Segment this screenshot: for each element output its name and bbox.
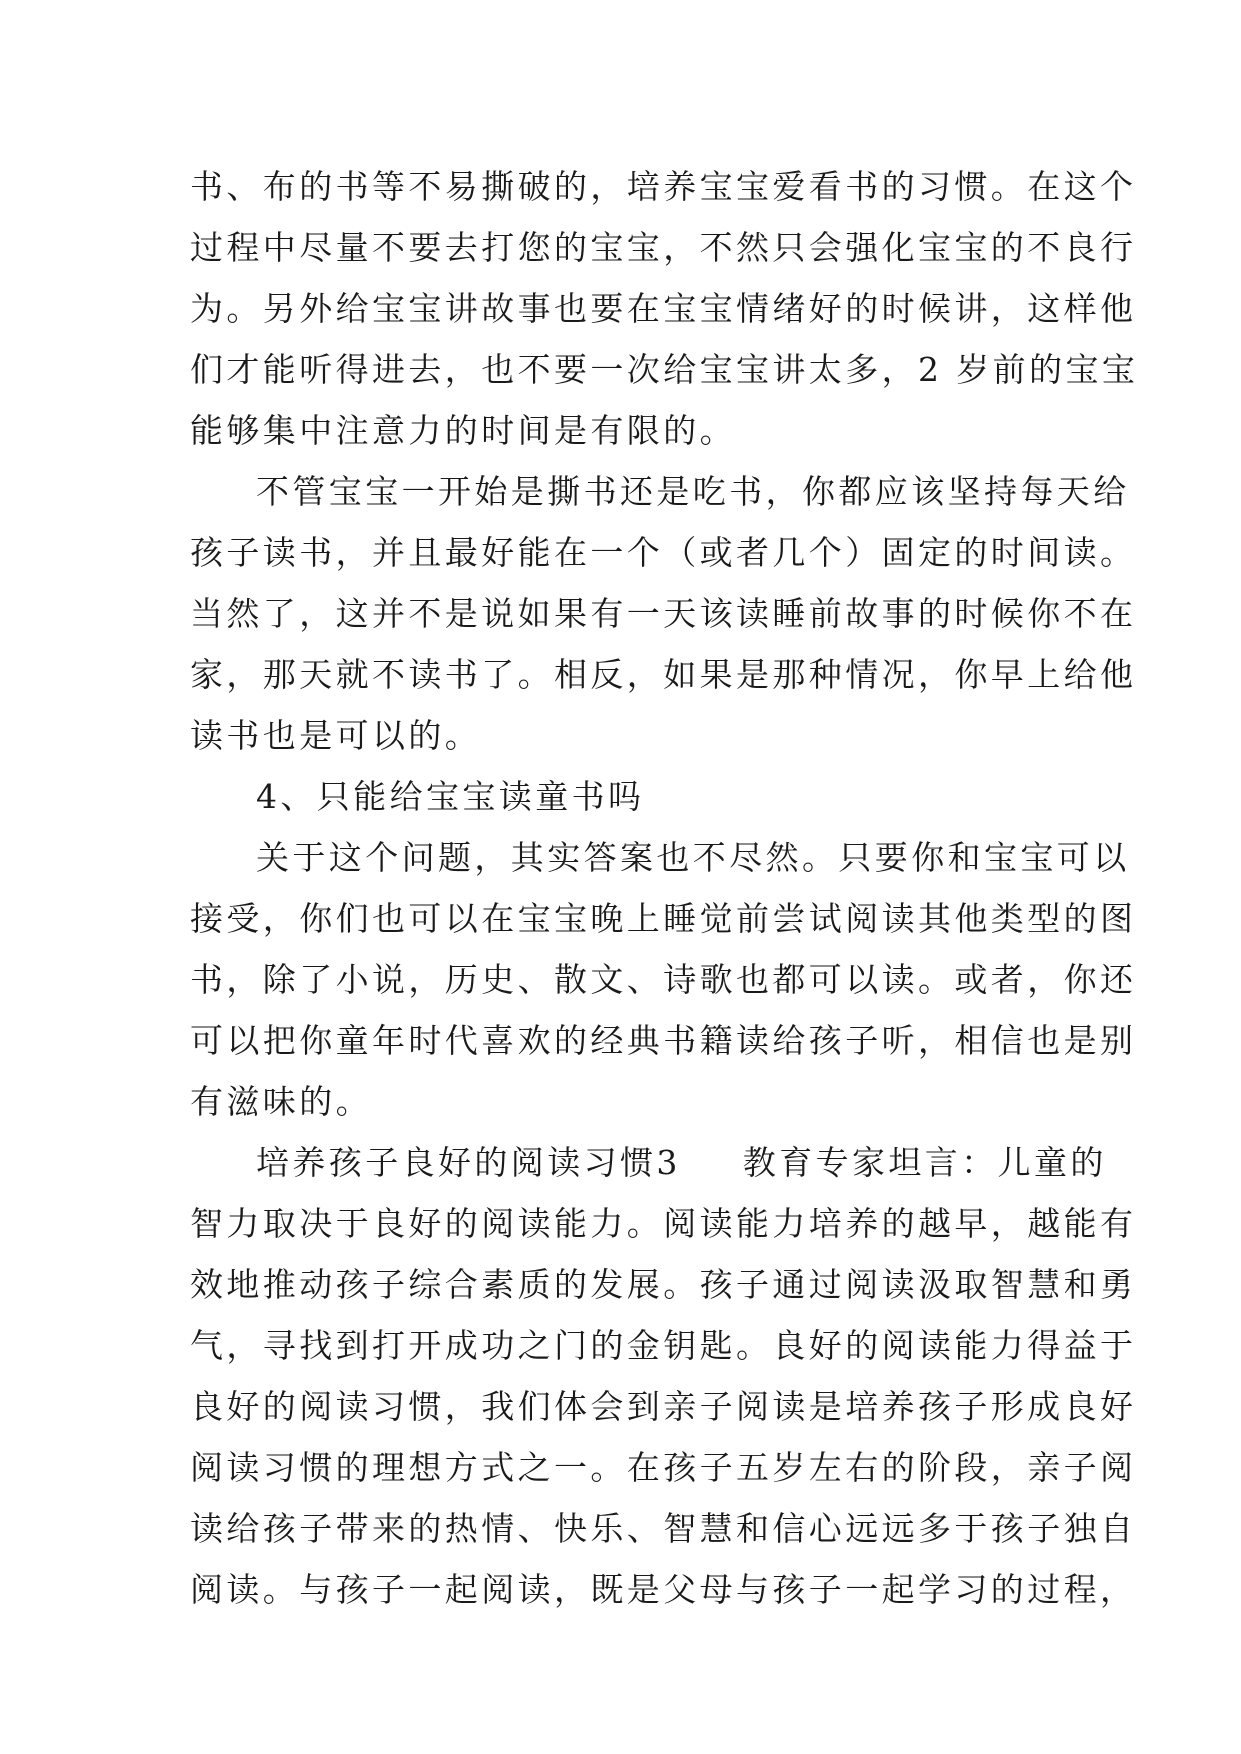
paragraph-line: 关于这个问题，其实答案也不尽然。只要你和宝宝可以 bbox=[256, 838, 1130, 877]
section-title: 培养孩子良好的阅读习惯3 bbox=[256, 1143, 681, 1182]
paragraph-line: 效地推动孩子综合素质的发展。孩子通过阅读汲取智慧和勇 bbox=[190, 1265, 1137, 1304]
paragraph-line: 为。另外给宝宝讲故事也要在宝宝情绪好的时候讲，这样他 bbox=[190, 289, 1137, 328]
paragraph-line: 读给孩子带来的热情、快乐、智慧和信心远远多于孩子独自 bbox=[190, 1509, 1137, 1548]
paragraph-line: 有滋味的。 bbox=[190, 1082, 372, 1121]
paragraph-line: 智力取决于良好的阅读能力。阅读能力培养的越早，越能有 bbox=[190, 1204, 1137, 1243]
paragraph-line: 良好的阅读习惯，我们体会到亲子阅读是培养孩子形成良好 bbox=[190, 1387, 1137, 1426]
paragraph-line: 阅读习惯的理想方式之一。在孩子五岁左右的阶段，亲子阅 bbox=[190, 1448, 1137, 1487]
paragraph-line: 读书也是可以的。 bbox=[190, 716, 482, 755]
paragraph-line: 能够集中注意力的时间是有限的。 bbox=[190, 411, 736, 450]
paragraph-line: 孩子读书，并且最好能在一个（或者几个）固定的时间读。 bbox=[190, 533, 1137, 572]
paragraph-line: 过程中尽量不要去打您的宝宝，不然只会强化宝宝的不良行 bbox=[190, 228, 1137, 267]
paragraph-line: 气，寻找到打开成功之门的金钥匙。良好的阅读能力得益于 bbox=[190, 1326, 1137, 1365]
paragraph-line: 接受，你们也可以在宝宝晚上睡觉前尝试阅读其他类型的图 bbox=[190, 899, 1137, 938]
section-heading: 4、只能给宝宝读童书吗 bbox=[256, 777, 645, 816]
paragraph-line: 书，除了小说，历史、散文、诗歌也都可以读。或者，你还 bbox=[190, 960, 1137, 999]
paragraph-line: 们才能听得进去，也不要一次给宝宝讲太多，2 岁前的宝宝 bbox=[190, 350, 1139, 389]
paragraph-text: 教育专家坦言：儿童的 bbox=[742, 1143, 1107, 1182]
paragraph-line: 家，那天就不读书了。相反，如果是那种情况，你早上给他 bbox=[190, 655, 1137, 694]
paragraph-line: 书、布的书等不易撕破的，培养宝宝爱看书的习惯。在这个 bbox=[190, 167, 1137, 206]
paragraph-line: 阅读。与孩子一起阅读，既是父母与孩子一起学习的过程， bbox=[190, 1570, 1137, 1609]
document-body bbox=[190, 156, 1139, 1620]
paragraph-first-line bbox=[190, 1132, 1107, 1193]
paragraph-line: 可以把你童年时代喜欢的经典书籍读给孩子听，相信也是别 bbox=[190, 1021, 1137, 1060]
paragraph-line: 当然了，这并不是说如果有一天该读睡前故事的时候你不在 bbox=[190, 594, 1137, 633]
paragraph-line: 不管宝宝一开始是撕书还是吃书，你都应该坚持每天给 bbox=[256, 472, 1130, 511]
